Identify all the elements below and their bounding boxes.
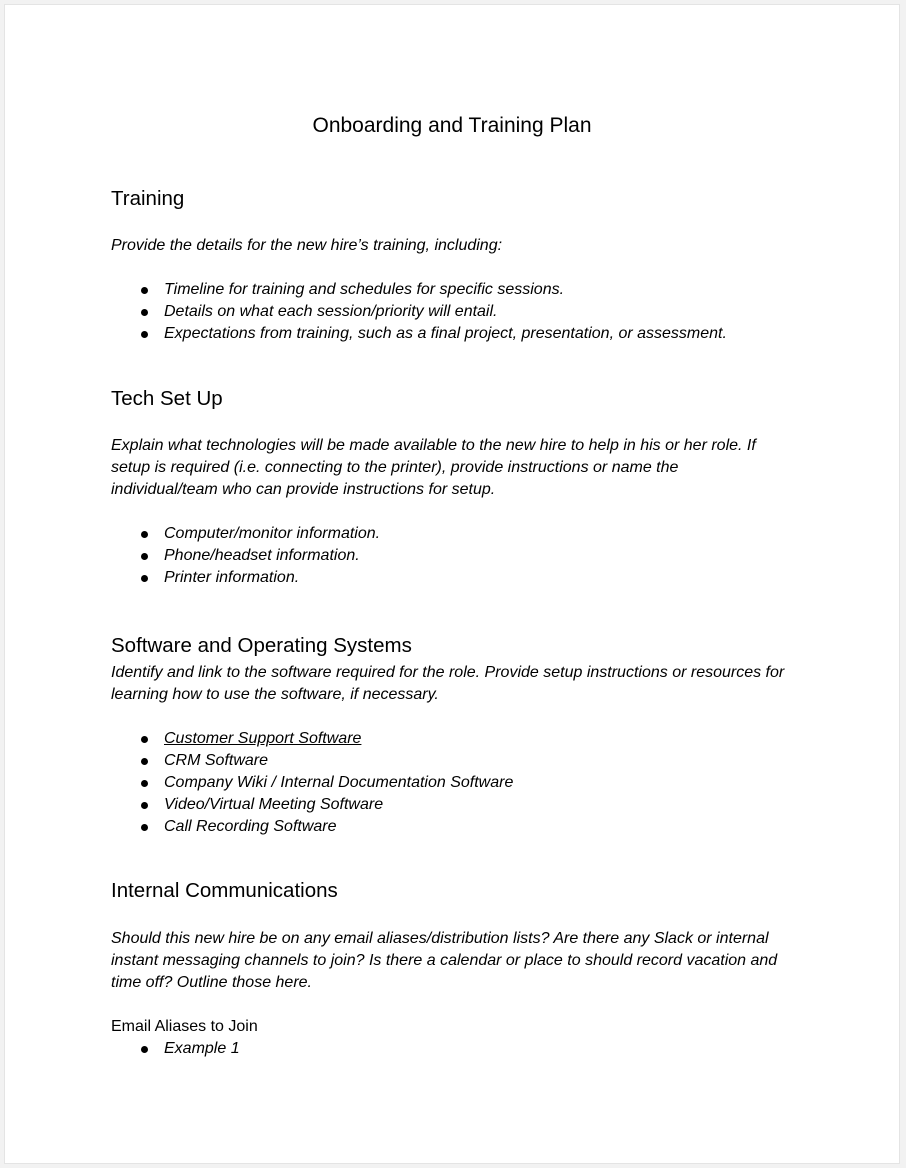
list-item-text: Details on what each session/priority will entail. xyxy=(164,303,498,320)
bullet-icon xyxy=(141,758,148,765)
paragraph-line: Provide the details for the new hire’s training, including: xyxy=(111,237,503,254)
list-email-aliases xyxy=(111,1038,240,1060)
list-item xyxy=(111,728,513,750)
paragraph-training-intro xyxy=(111,235,502,257)
list-item-text: Expectations from training, such as a final project, presentation, or assessment. xyxy=(164,325,727,342)
paragraph-line: instant messaging channels to join? Is there a calendar or place to should record vacation and xyxy=(111,952,778,969)
bullet-icon xyxy=(141,331,148,338)
heading-internal-communications: Internal Communications xyxy=(111,879,338,902)
heading-training: Training xyxy=(111,187,185,210)
bullet-icon xyxy=(141,736,148,743)
list-item xyxy=(111,772,513,794)
list-item xyxy=(111,794,513,816)
list-item xyxy=(111,1038,240,1060)
bullet-icon xyxy=(141,553,148,560)
list-item-text: CRM Software xyxy=(164,752,269,769)
list-tech-setup xyxy=(111,523,380,589)
list-item-text: Phone/headset information. xyxy=(164,547,360,564)
list-item-text: Video/Virtual Meeting Software xyxy=(164,796,384,813)
list-item-text: Company Wiki / Internal Documentation Software xyxy=(164,774,514,791)
paragraph-tech-setup-intro xyxy=(111,435,756,501)
bullet-icon xyxy=(141,575,148,582)
heading-software: Software and Operating Systems xyxy=(111,634,412,657)
paragraph-line: Explain what technologies will be made available to the new hire to help in his or her role. If xyxy=(111,437,756,454)
list-item-text: Computer/monitor information. xyxy=(164,525,381,542)
document-title: Onboarding and Training Plan xyxy=(312,114,592,137)
list-item-text: Printer information. xyxy=(164,569,300,586)
list-software xyxy=(111,728,513,838)
list-item-text: Call Recording Software xyxy=(164,818,337,835)
bullet-icon xyxy=(141,531,148,538)
list-training xyxy=(111,279,727,345)
bullet-icon xyxy=(141,287,148,294)
list-item-text: Timeline for training and schedules for specific sessions. xyxy=(164,281,565,298)
paragraph-line: Identify and link to the software required for the role. Provide setup instructions or resources for xyxy=(111,664,785,681)
list-item-text: Example 1 xyxy=(164,1040,240,1057)
list-item xyxy=(111,301,727,323)
paragraph-line: individual/team who can provide instructions for setup. xyxy=(111,481,496,498)
document-page xyxy=(4,4,900,1164)
list-item xyxy=(111,523,380,545)
list-item xyxy=(111,567,380,589)
paragraph-software-intro xyxy=(111,662,784,706)
paragraph-line: time off? Outline those here. xyxy=(111,974,312,991)
paragraph-line: Should this new hire be on any email aliases/distribution lists? Are there any Slack or internal xyxy=(111,930,769,947)
list-item xyxy=(111,279,727,301)
bullet-icon xyxy=(141,309,148,316)
bullet-icon xyxy=(141,802,148,809)
paragraph-internal-comms-intro xyxy=(111,928,777,994)
subheading-email-aliases: Email Aliases to Join xyxy=(111,1018,258,1035)
list-item xyxy=(111,545,380,567)
bullet-icon xyxy=(141,1046,148,1053)
list-item xyxy=(111,750,513,772)
paragraph-line: setup is required (i.e. connecting to the printer), provide instructions or name the xyxy=(111,459,679,476)
heading-tech-setup: Tech Set Up xyxy=(111,387,223,410)
bullet-icon xyxy=(141,824,148,831)
paragraph-line: learning how to use the software, if necessary. xyxy=(111,686,439,703)
customer-support-software-link[interactable]: Customer Support Software xyxy=(164,730,362,747)
list-item xyxy=(111,323,727,345)
list-item xyxy=(111,816,513,838)
bullet-icon xyxy=(141,780,148,787)
